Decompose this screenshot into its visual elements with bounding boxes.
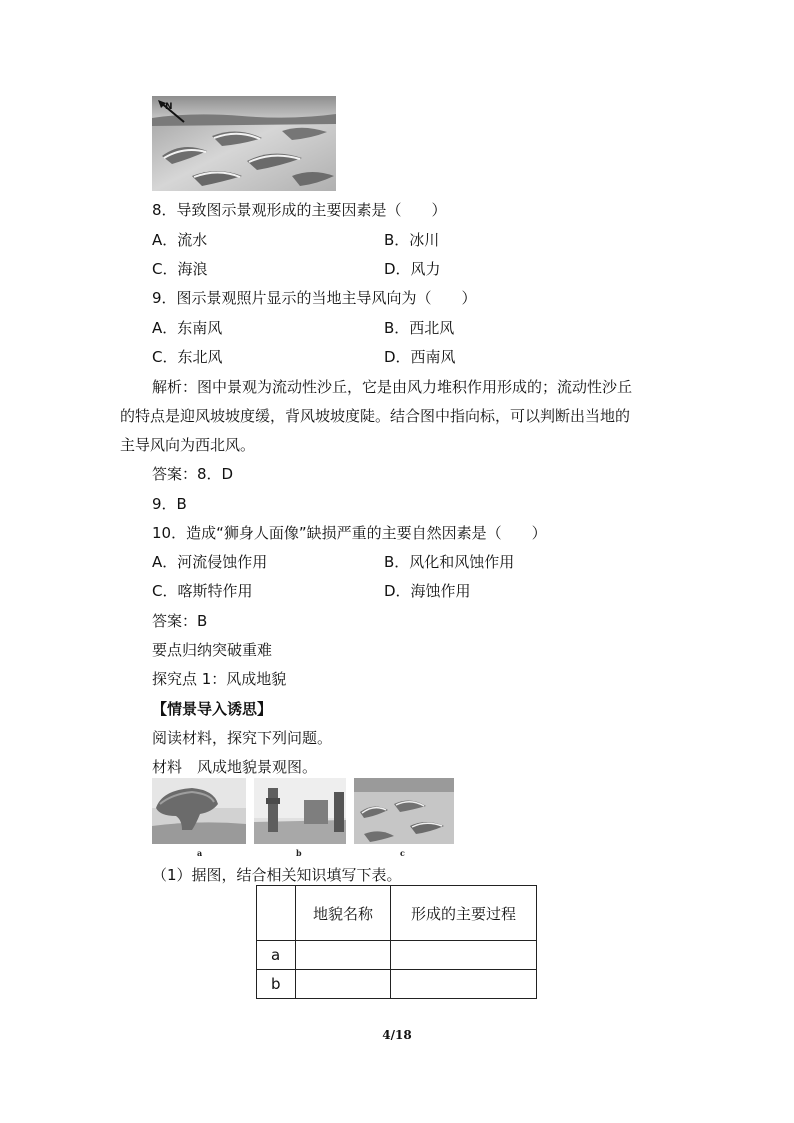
table-row-label-b: b [257, 970, 296, 999]
landform-photo-b [254, 778, 346, 844]
section-title: 要点归纳突破重难 [152, 641, 273, 659]
q9-option-d: D．西南风 [384, 348, 456, 366]
section-material: 材料 风成地貌景观图。 [152, 758, 318, 776]
q10-option-a: A．河流侵蚀作用 [152, 553, 268, 571]
q9-stem: 9．图示景观照片显示的当地主导风向为（ ） [152, 289, 477, 307]
landform-photo-a [152, 778, 246, 844]
table-cell[interactable] [296, 970, 391, 999]
page-number: 4/18 [382, 1028, 412, 1042]
table-row-label-a: a [257, 941, 296, 970]
q10-answer: 答案：B [152, 612, 208, 630]
landform-photo-c [354, 778, 454, 844]
section-point: 探究点 1：风成地貌 [152, 670, 287, 688]
table-cell[interactable] [391, 941, 537, 970]
north-letter: N [165, 102, 173, 112]
table-header-corner [257, 886, 296, 941]
q9-option-b: B．西北风 [384, 319, 455, 337]
photo-caption-c: c [400, 848, 405, 858]
analysis-line-1: 解析：图中景观为流动性沙丘，它是由风力堆积作用形成的；流动性沙丘 [152, 378, 633, 396]
task-text: （1）据图，结合相关知识填写下表。 [152, 866, 402, 884]
q10-option-c: C．喀斯特作用 [152, 582, 253, 600]
table-cell[interactable] [391, 970, 537, 999]
q8-option-c: C．海浪 [152, 260, 208, 278]
analysis-line-2: 的特点是迎风坡坡度缓，背风坡坡度陡。结合图中指向标，可以判断出当地的 [120, 407, 631, 425]
section-heading: 【情景导入诱思】 [152, 700, 273, 718]
table-row [257, 970, 537, 999]
answer-9: 9．B [152, 495, 187, 513]
fill-in-table [256, 885, 537, 999]
q8-option-b: B．冰川 [384, 231, 440, 249]
q8-option-a: A．流水 [152, 231, 208, 249]
q8-option-d: D．风力 [384, 260, 441, 278]
q8-stem: 8．导致图示景观形成的主要因素是（ ） [152, 201, 447, 219]
q9-option-c: C．东北风 [152, 348, 223, 366]
q10-option-b: B．风化和风蚀作用 [384, 553, 515, 571]
answer-8: 答案：8．D [152, 465, 234, 483]
table-cell[interactable] [296, 941, 391, 970]
dune-photo [152, 96, 336, 191]
section-intro: 阅读材料，探究下列问题。 [152, 729, 333, 747]
table-row [257, 941, 537, 970]
q10-stem: 10．造成“狮身人面像”缺损严重的主要自然因素是（ ） [152, 524, 547, 542]
q10-option-d: D．海蚀作用 [384, 582, 471, 600]
table-header-landform-name: 地貌名称 [296, 886, 391, 941]
north-arrow-icon [156, 100, 186, 124]
photo-caption-b: b [296, 848, 302, 858]
photo-caption-a: a [197, 848, 203, 858]
q9-option-a: A．东南风 [152, 319, 223, 337]
table-header-row [257, 886, 537, 941]
table-header-formation-process: 形成的主要过程 [391, 886, 537, 941]
analysis-line-3: 主导风向为西北风。 [120, 436, 256, 454]
